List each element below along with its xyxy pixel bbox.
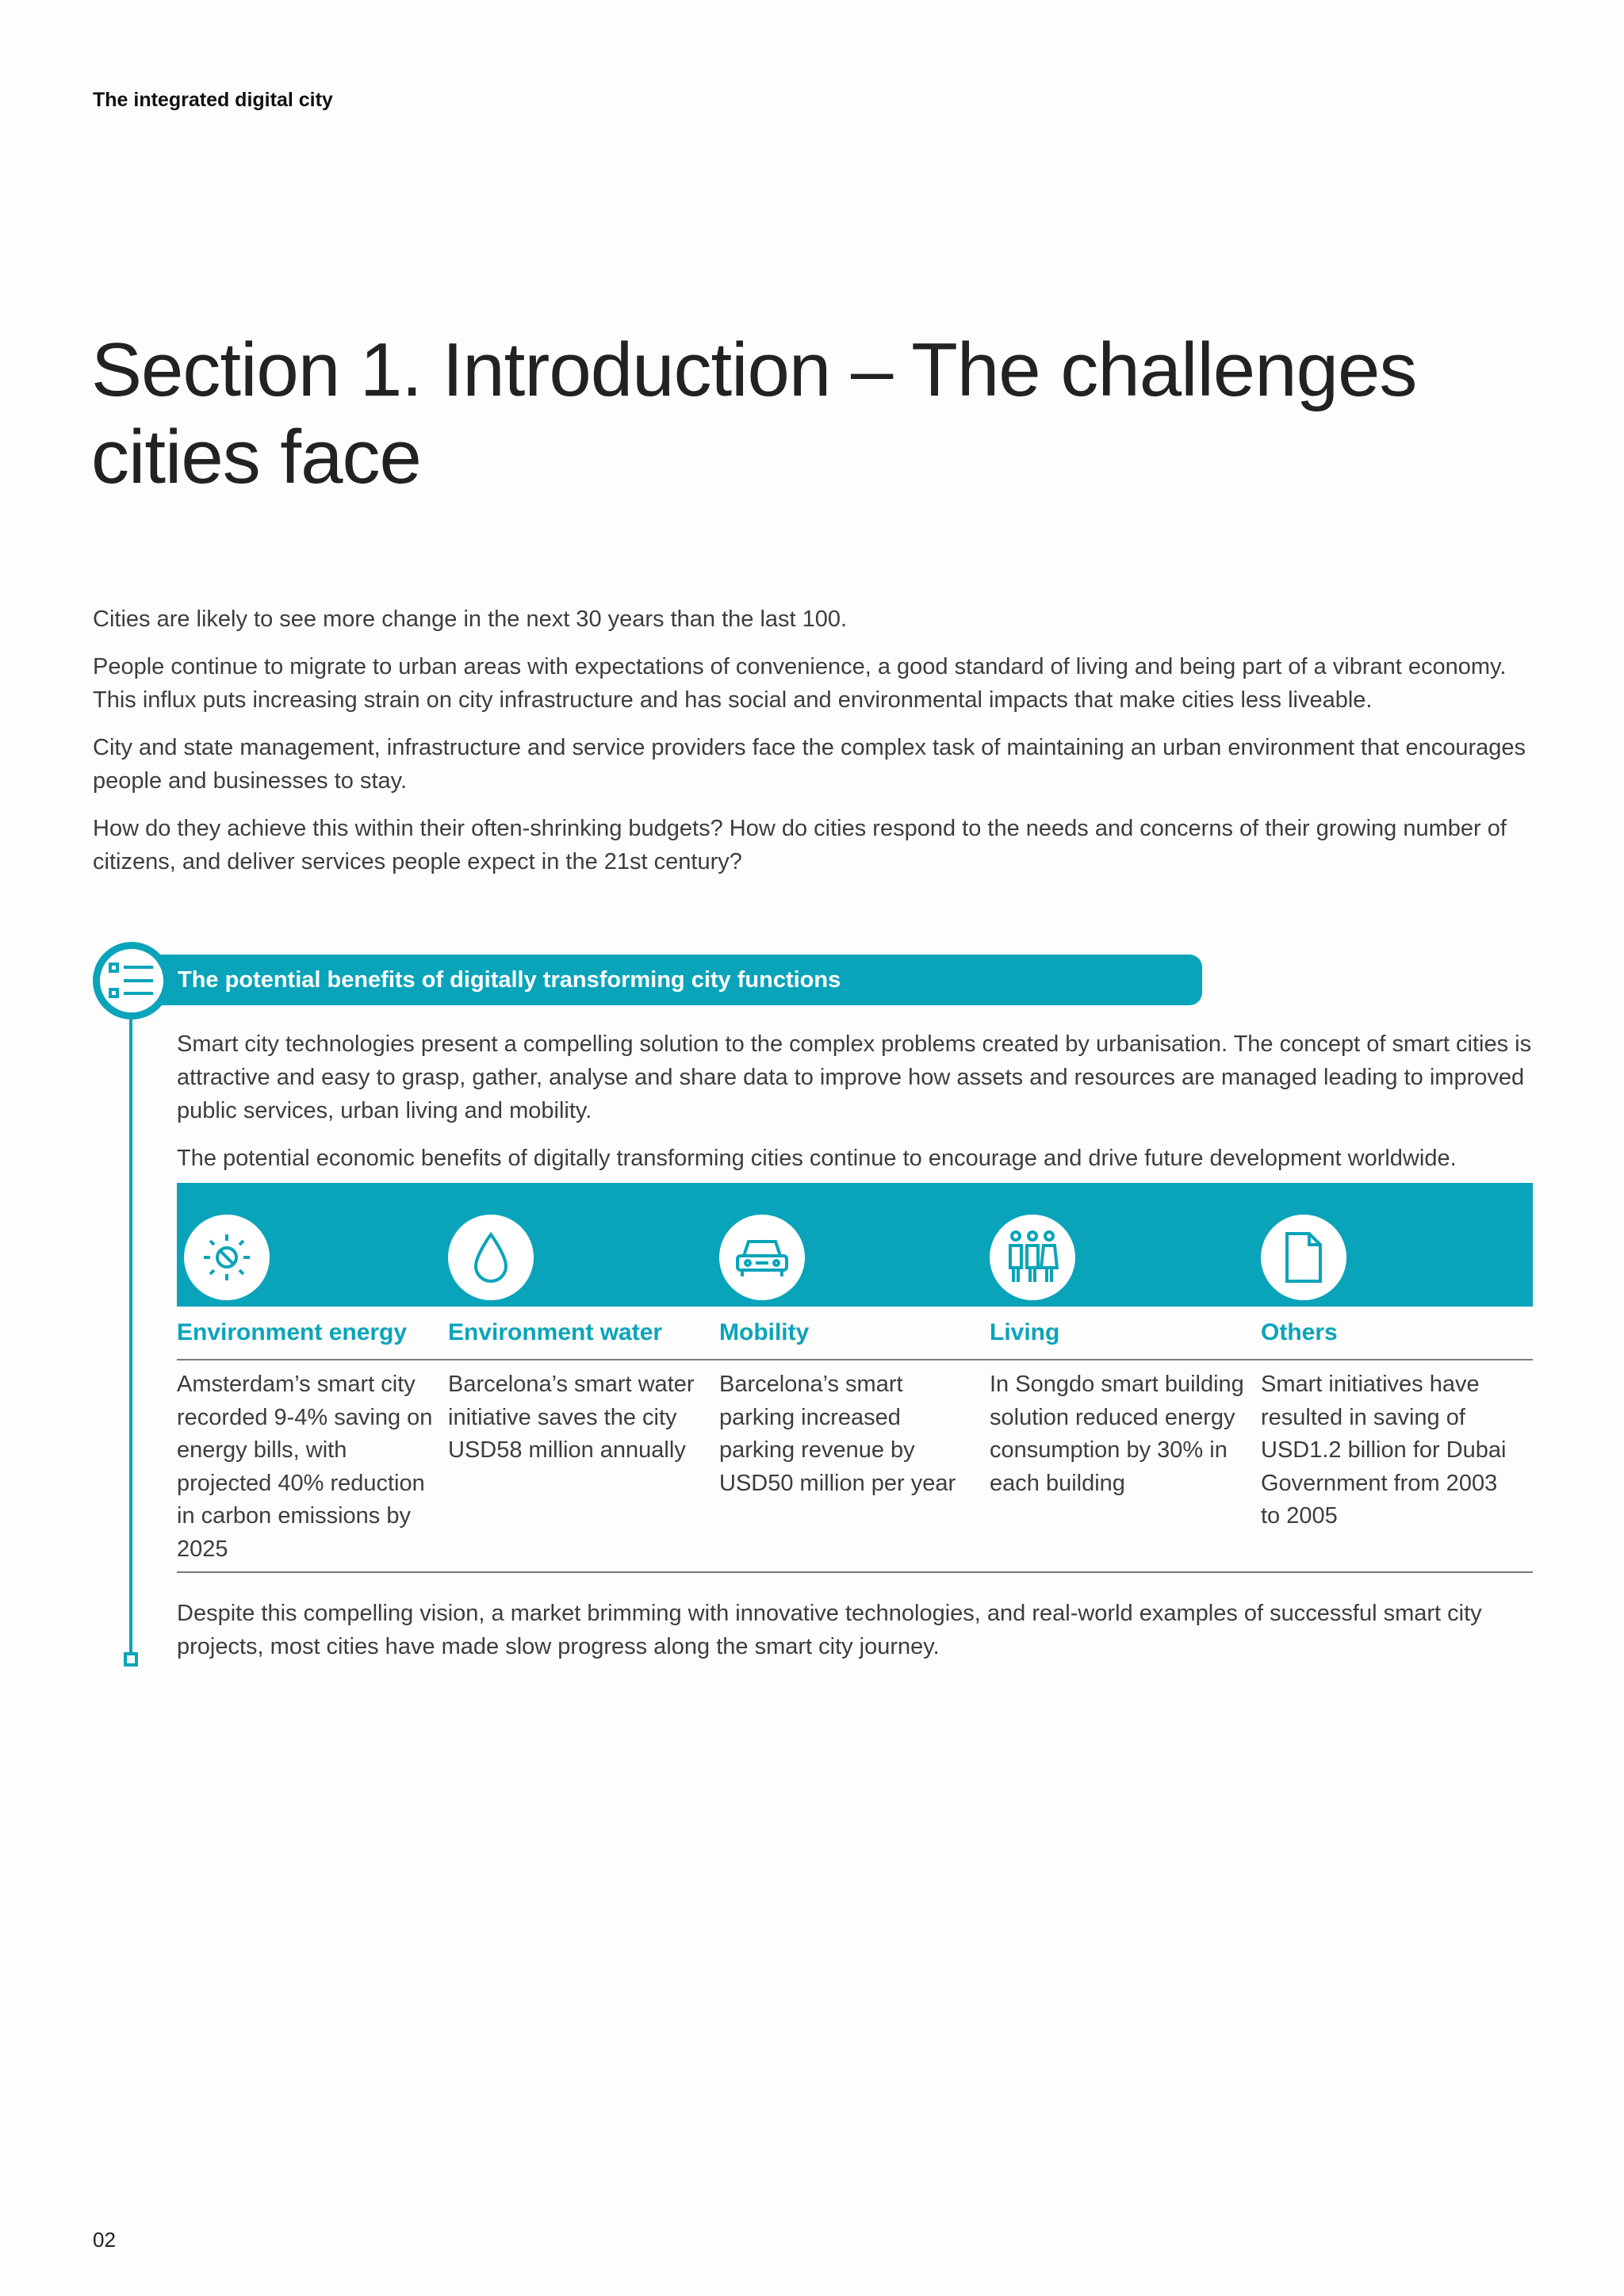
category-text-water: Barcelona’s smart water initiative saves the city USD58 million annually — [448, 1372, 695, 1463]
intro-paragraph: Cities are likely to see more change in the next 30 years than the last 100. — [93, 607, 848, 632]
callout-paragraph: The potential economic benefits of digitally transforming cities continue to encourage and drive future development worldwide. — [177, 1146, 1457, 1171]
table-bottom-rule — [177, 1571, 1533, 1573]
category-text-living: In Songdo smart building solution reduced energy consumption by 30% in each building — [990, 1372, 1244, 1496]
sun-energy-icon — [184, 1215, 270, 1300]
section-title: Section 1. Introduction – The challenges cities face — [91, 327, 1417, 499]
callout-body — [177, 1027, 1533, 1189]
timeline-end-marker — [124, 1652, 138, 1667]
category-title-energy: Environment energy — [177, 1319, 408, 1345]
category-title-water: Environment water — [448, 1319, 663, 1345]
intro-paragraph: How do they achieve this within their often-shrinking budgets? How do cities respond to the needs and concerns of their growing number of citizens, and deliver services people expect in the 21st century? — [93, 816, 1507, 874]
car-icon — [719, 1215, 805, 1300]
people-icon — [990, 1215, 1075, 1300]
category-title-living: Living — [990, 1319, 1060, 1345]
running-header: The integrated digital city — [93, 89, 333, 111]
intro-text — [93, 603, 1536, 893]
category-title-others: Others — [1261, 1319, 1338, 1345]
category-title-mobility: Mobility — [719, 1319, 810, 1345]
water-drop-icon — [448, 1215, 534, 1300]
list-icon — [93, 942, 170, 1020]
document-icon — [1261, 1215, 1346, 1300]
callout-paragraph: Smart city technologies present a compelling solution to the complex problems created by urbanisation. The concept of smart cities is attractive and easy to grasp, gather, analyse and share data to improve how assets and resources are managed leading to improved public services, urban living and mobility. — [177, 1031, 1532, 1123]
intro-paragraph: People continue to migrate to urban areas with expectations of convenience, a good standard of living and being part of a vibrant economy. This influx puts increasing strain on city infrastructure and has social and environmental impacts that make cities less liveable. — [93, 654, 1507, 713]
callout-closing-paragraph: Despite this compelling vision, a market brimming with innovative technologies, and real-world examples of successful smart city projects, most cities have made slow progress along the smart city journey. — [177, 1601, 1482, 1659]
table-top-rule — [177, 1359, 1533, 1360]
category-text-energy: Amsterdam’s smart city recorded 9-4% saving on energy bills, with projected 40% reduction in carbon emissions by 2025 — [177, 1372, 433, 1562]
callout-title-bar — [151, 955, 1202, 1005]
timeline-line — [129, 1015, 132, 1654]
page-number: 02 — [93, 2228, 116, 2252]
intro-paragraph: City and state management, infrastructure and service providers face the complex task of maintaining an urban environment that encourages people and businesses to stay. — [93, 735, 1526, 794]
category-text-mobility: Barcelona’s smart parking increased parking revenue by USD50 million per year — [719, 1372, 956, 1496]
callout-title: The potential benefits of digitally transforming city functions — [178, 966, 841, 993]
category-text-others: Smart initiatives have resulted in saving of USD1.2 billion for Dubai Government from 2003 to 2005 — [1261, 1372, 1507, 1529]
